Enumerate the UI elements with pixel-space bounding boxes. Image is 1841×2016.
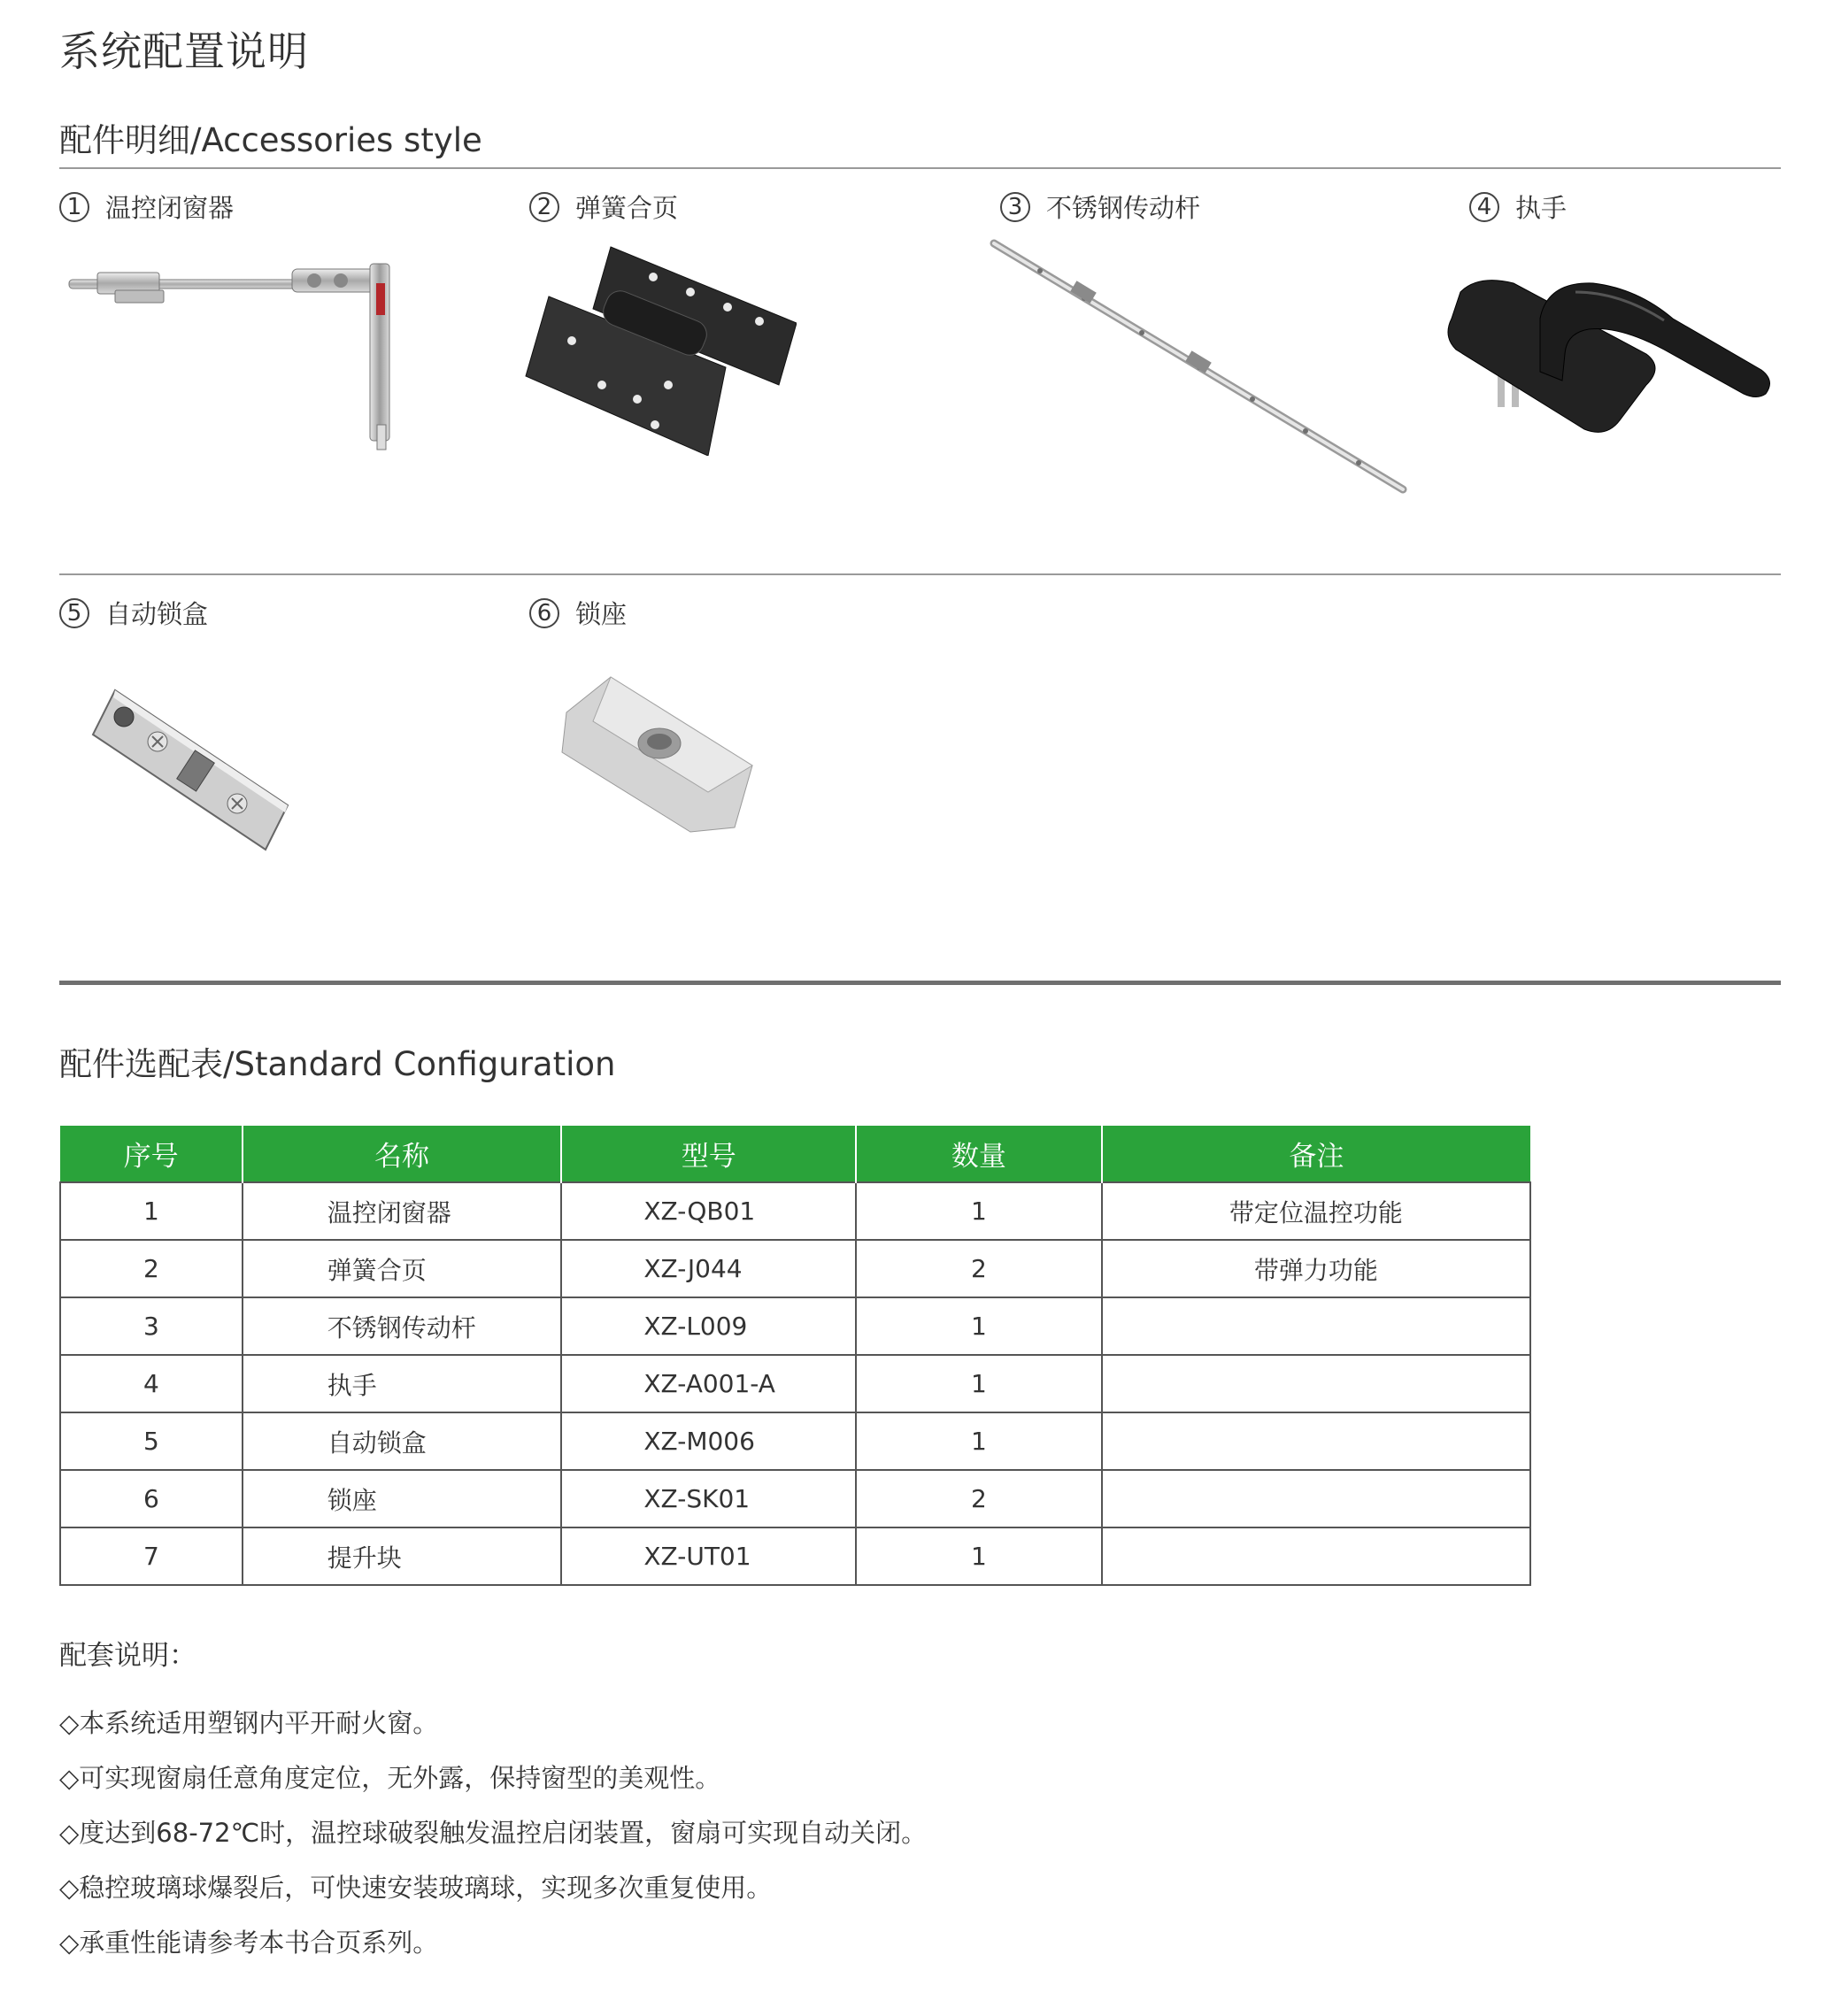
cell-qty: 1 xyxy=(856,1527,1102,1585)
cell-remark xyxy=(1102,1297,1530,1355)
cell-qty: 1 xyxy=(856,1297,1102,1355)
temperature-closer-image xyxy=(62,257,416,460)
header-cell: 名称 xyxy=(243,1126,562,1182)
table-row xyxy=(60,1240,1530,1297)
lock-seat-image xyxy=(558,668,761,836)
cell-name: 自动锁盒 xyxy=(243,1412,562,1470)
config-table xyxy=(59,1126,1531,1586)
cell-model: XZ-J044 xyxy=(561,1240,856,1297)
cell-no: 2 xyxy=(60,1240,243,1297)
cell-model: XZ-M006 xyxy=(561,1412,856,1470)
table-row xyxy=(60,1527,1530,1585)
accessory-item-2 xyxy=(529,189,678,225)
spring-hinge-image xyxy=(522,243,797,456)
divider xyxy=(59,167,1781,169)
header-cell: 型号 xyxy=(561,1126,856,1182)
item-label: 不锈钢传动杆 xyxy=(1046,193,1201,223)
table-header-row xyxy=(60,1126,1530,1182)
cell-remark: 带定位温控功能 xyxy=(1102,1182,1530,1240)
header-cell: 备注 xyxy=(1102,1126,1530,1182)
transmission-rod-image xyxy=(987,235,1412,500)
cell-qty: 2 xyxy=(856,1470,1102,1527)
cell-qty: 1 xyxy=(856,1412,1102,1470)
table-row xyxy=(60,1297,1530,1355)
accessory-item-5 xyxy=(59,595,208,631)
lock-box-image xyxy=(89,681,292,858)
header-cell: 数量 xyxy=(856,1126,1102,1182)
cell-no: 6 xyxy=(60,1470,243,1527)
accessory-item-3 xyxy=(1000,189,1200,225)
note-line: ◇稳控玻璃球爆裂后，可快速安装玻璃球，实现多次重复使用。 xyxy=(59,1873,773,1903)
cell-no: 4 xyxy=(60,1355,243,1412)
item-label: 锁座 xyxy=(575,599,628,629)
cell-remark xyxy=(1102,1470,1530,1527)
cell-model: XZ-QB01 xyxy=(561,1182,856,1240)
notes-section xyxy=(59,1633,927,1970)
cell-no: 1 xyxy=(60,1182,243,1240)
item-number: 3 xyxy=(1000,192,1030,222)
section-divider xyxy=(59,981,1781,985)
cell-remark: 带弹力功能 xyxy=(1102,1240,1530,1297)
note-line: ◇可实现窗扇任意角度定位，无外露，保持窗型的美观性。 xyxy=(59,1763,721,1793)
header-cell: 序号 xyxy=(60,1126,243,1182)
table-row xyxy=(60,1355,1530,1412)
cell-name: 执手 xyxy=(243,1355,562,1412)
cell-no: 7 xyxy=(60,1527,243,1585)
cell-qty: 1 xyxy=(856,1182,1102,1240)
cell-model: XZ-L009 xyxy=(561,1297,856,1355)
table-row xyxy=(60,1412,1530,1470)
divider xyxy=(59,573,1781,575)
cell-qty: 2 xyxy=(856,1240,1102,1297)
table-row xyxy=(60,1182,1530,1240)
page-title: 系统配置说明 xyxy=(59,27,309,75)
item-number: 5 xyxy=(59,598,89,628)
cell-qty: 1 xyxy=(856,1355,1102,1412)
item-number: 2 xyxy=(529,192,559,222)
cell-name: 弹簧合页 xyxy=(243,1240,562,1297)
handle-image xyxy=(1443,265,1779,442)
cell-name: 提升块 xyxy=(243,1527,562,1585)
accessory-item-6 xyxy=(529,595,627,631)
cell-name: 锁座 xyxy=(243,1470,562,1527)
cell-name: 温控闭窗器 xyxy=(243,1182,562,1240)
item-number: 6 xyxy=(529,598,559,628)
cell-remark xyxy=(1102,1355,1530,1412)
cell-name: 不锈钢传动杆 xyxy=(243,1297,562,1355)
cell-model: XZ-A001-A xyxy=(561,1355,856,1412)
item-number: 1 xyxy=(59,192,89,222)
note-line: ◇本系统适用塑钢内平开耐火窗。 xyxy=(59,1708,439,1738)
table-row xyxy=(60,1470,1530,1527)
item-label: 温控闭窗器 xyxy=(105,193,235,223)
cell-remark xyxy=(1102,1412,1530,1470)
item-label: 执手 xyxy=(1515,193,1568,223)
note-line: ◇承重性能请参考本书合页系列。 xyxy=(59,1928,439,1958)
item-label: 自动锁盒 xyxy=(105,599,209,629)
accessory-item-1 xyxy=(59,189,234,225)
item-label: 弹簧合页 xyxy=(575,193,679,223)
cell-remark xyxy=(1102,1527,1530,1585)
accessories-title: 配件明细/Accessories style xyxy=(59,121,482,159)
item-number: 4 xyxy=(1469,192,1499,222)
cell-no: 5 xyxy=(60,1412,243,1470)
notes-title: 配套说明： xyxy=(59,1640,196,1672)
config-title: 配件选配表/Standard Configuration xyxy=(59,1045,616,1083)
accessory-item-4 xyxy=(1469,189,1567,225)
note-line: ◇度达到68-72℃时，温控球破裂触发温控启闭装置，窗扇可实现自动关闭。 xyxy=(59,1818,928,1848)
cell-model: XZ-UT01 xyxy=(561,1527,856,1585)
cell-model: XZ-SK01 xyxy=(561,1470,856,1527)
cell-no: 3 xyxy=(60,1297,243,1355)
